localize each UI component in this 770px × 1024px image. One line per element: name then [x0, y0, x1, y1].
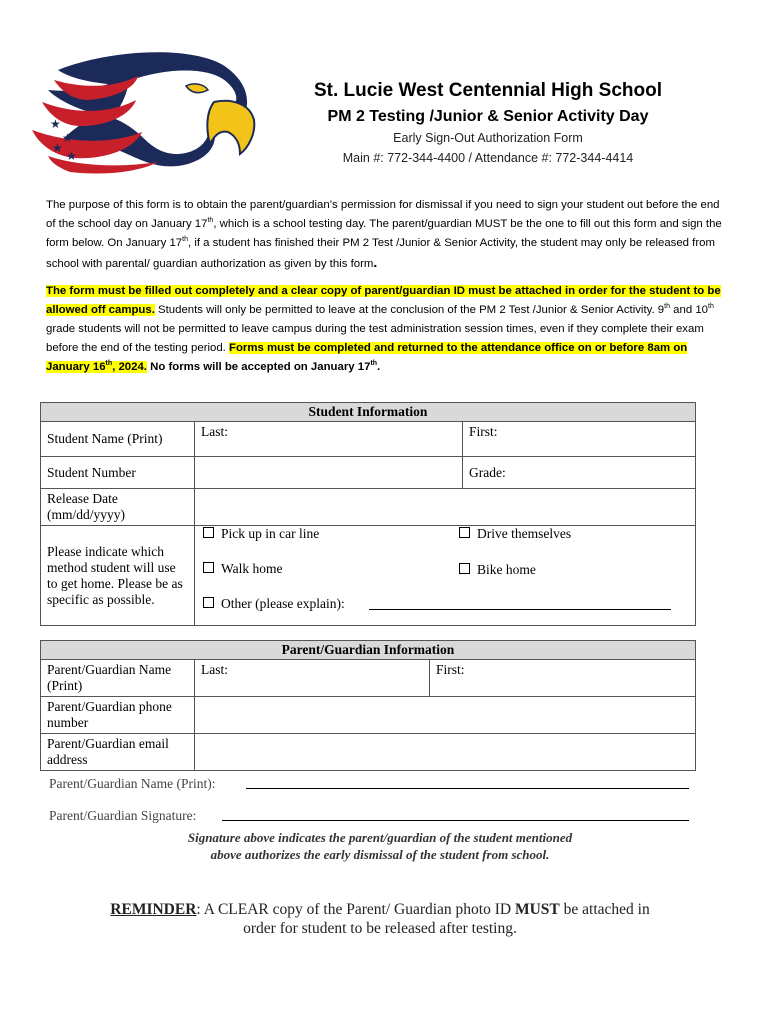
student-number-label: Student Number: [41, 457, 195, 489]
student-first-name-field[interactable]: First:: [463, 422, 696, 457]
guardian-signature-line[interactable]: [222, 820, 689, 821]
guardian-print-name-line[interactable]: [246, 788, 689, 789]
reminder-text: REMINDER: A CLEAR copy of the Parent/ Guardian photo ID MUST be attached in order for student to be released after testing.: [110, 901, 650, 937]
event-subtitle: PM 2 Testing /Junior & Senior Activity Day: [327, 108, 649, 125]
signature-note: Signature above indicates the parent/guardian of the student mentioned above authorizes the early dismissal of the student from school.: [187, 830, 573, 862]
other-explain-line[interactable]: [369, 609, 671, 610]
other-checkbox[interactable]: [203, 597, 214, 608]
school-title: St. Lucie West Centennial High School: [313, 80, 663, 101]
guardian-last-name-field[interactable]: Last:: [195, 660, 430, 697]
guardian-info-heading: Parent/Guardian Information: [41, 641, 696, 660]
phone-numbers: Main #: 772-344-4400 / Attendance #: 772-344-4414: [342, 151, 634, 165]
option-car-line[interactable]: Pick up in car line: [203, 526, 319, 542]
guardian-signature-label: Parent/Guardian Signature:: [49, 808, 197, 823]
deadline-highlight: Forms must be completed and returned to the attendance office on or before 8am on January 16th, 2024.: [46, 342, 688, 373]
guardian-first-name-field[interactable]: First:: [430, 660, 696, 697]
walk-checkbox[interactable]: [203, 562, 214, 573]
star-icon: ★: [52, 141, 63, 155]
guardian-email-label: Parent/Guardian email address: [41, 734, 195, 771]
student-name-label: Student Name (Print): [41, 422, 195, 457]
guardian-print-name-label: Parent/Guardian Name (Print):: [49, 776, 216, 791]
release-date-field[interactable]: [195, 489, 696, 526]
guardian-phone-field[interactable]: [195, 697, 696, 734]
pickup-method-label: Please indicate which method student will use to get home. Please be as specific as possible.: [41, 526, 195, 626]
eagle-logo: [18, 40, 258, 175]
guardian-name-label: Parent/Guardian Name (Print): [41, 660, 195, 697]
guardian-email-field[interactable]: [195, 734, 696, 771]
student-last-name-field[interactable]: Last:: [195, 422, 463, 457]
star-icon: ★: [62, 131, 73, 145]
option-walk-home[interactable]: Walk home: [203, 561, 283, 577]
bike-checkbox[interactable]: [459, 563, 470, 574]
requirements-paragraph: The form must be filled out completely and a clear copy of parent/guardian ID must be attached in order for the student to be allowed off campus. Students will only be permitted to leave at the conclusion of the PM 2 Test /Junior & Senior Activity. 9th and 10th grade students will not be permitted to leave campus during the test administration session times, even if they complete their exam before the end of the testing period. Forms must be completed and returned to the attendance office on or before 8am on January 16th, 2024. No forms will be accepted on January 17th.: [46, 285, 721, 373]
car-line-checkbox[interactable]: [203, 527, 214, 538]
guardian-phone-label: Parent/Guardian phone number: [41, 697, 195, 734]
student-info-table: [40, 402, 696, 626]
option-other[interactable]: Other (please explain):: [203, 596, 345, 612]
option-bike-home[interactable]: Bike home: [459, 562, 536, 578]
id-requirement-highlight: The form must be filled out completely and a clear copy of parent/guardian ID must be attached in order for the student to be allowed off campus.: [46, 285, 721, 316]
guardian-info-table: [40, 640, 696, 771]
grade-field[interactable]: Grade:: [463, 457, 696, 489]
eagle-beak: [207, 101, 254, 154]
release-date-label: Release Date (mm/dd/yyyy): [41, 489, 195, 526]
student-info-heading: Student Information: [41, 403, 696, 422]
star-icon: ★: [50, 117, 61, 131]
form-name: Early Sign-Out Authorization Form: [393, 131, 583, 145]
student-number-field[interactable]: [195, 457, 463, 489]
option-drive-themselves[interactable]: Drive themselves: [459, 526, 571, 542]
drive-checkbox[interactable]: [459, 527, 470, 538]
star-icon: ★: [66, 149, 77, 163]
intro-paragraph: The purpose of this form is to obtain the parent/guardian’s permission for dismissal if you need to sign your student out before the end of the school day on January 17th, which is a school testing day. The parent/guardian MUST be the one to fill out this form and sign the form below. On January 17th, if a student has finished their PM 2 Test /Junior & Senior Activity, the student may only be released from school with parental/ guardian authorization as given by this form.: [46, 199, 722, 270]
